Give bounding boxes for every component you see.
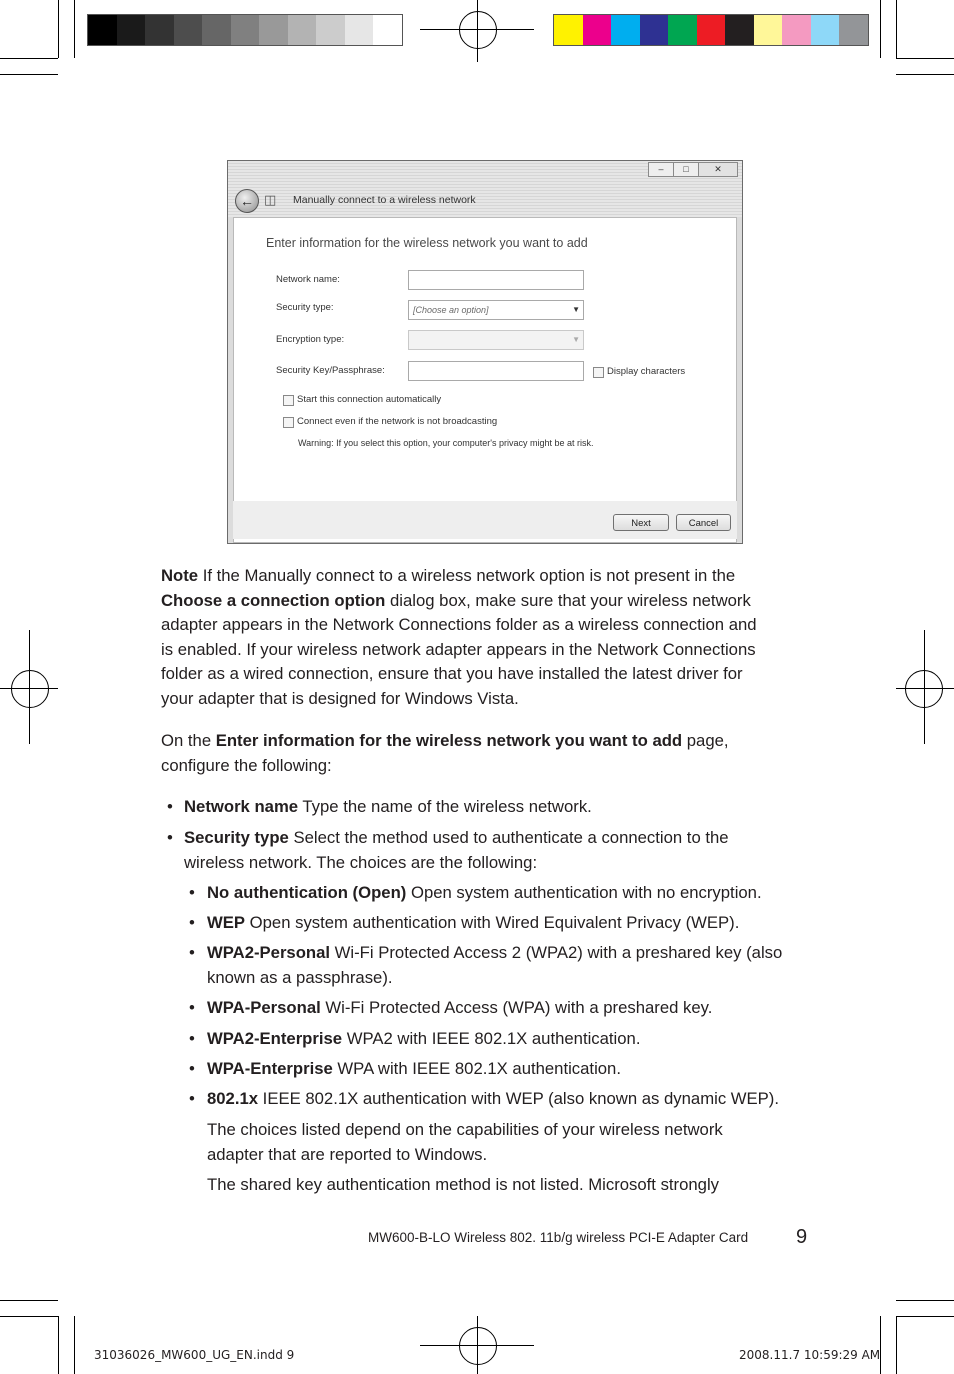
process-color-bar bbox=[553, 14, 869, 46]
list-item-text: wireless network. The choices are the following: bbox=[184, 852, 538, 872]
crop-mark bbox=[896, 1300, 954, 1301]
list-item-wpa2-personal bbox=[207, 941, 782, 990]
crop-mark bbox=[0, 74, 58, 75]
paragraph-line: adapter that are reported to Windows. bbox=[207, 1144, 488, 1164]
crop-mark bbox=[58, 0, 59, 58]
close-icon[interactable]: ✕ bbox=[698, 162, 738, 177]
crop-mark bbox=[896, 58, 954, 59]
back-arrow-icon[interactable]: ← bbox=[235, 189, 259, 213]
display-characters-checkbox[interactable] bbox=[593, 367, 604, 378]
cancel-button[interactable]: Cancel bbox=[676, 514, 731, 531]
note-line bbox=[161, 589, 821, 614]
color-swatch bbox=[145, 15, 174, 45]
intro-bold: Enter information for the wireless network you want to add bbox=[215, 731, 683, 750]
note-line bbox=[161, 564, 821, 589]
crop-mark bbox=[74, 1316, 75, 1374]
color-swatch bbox=[345, 15, 374, 45]
color-swatch bbox=[583, 15, 612, 45]
network-name-input[interactable] bbox=[408, 270, 584, 290]
bullet-icon: • bbox=[167, 828, 173, 847]
color-swatch bbox=[611, 15, 640, 45]
page-footer-product: MW600-B-LO Wireless 802. 11b/g wireless PCI-E Adapter Card bbox=[368, 1230, 749, 1245]
registration-line bbox=[29, 630, 30, 744]
list-item-text: Select the method used to authenticate a connection to the bbox=[288, 828, 729, 847]
color-swatch bbox=[288, 15, 317, 45]
note-line: is enabled. If your wireless network adapter appears in the Network Connections bbox=[161, 639, 756, 659]
color-swatch bbox=[373, 15, 402, 45]
note-line: your adapter that is designed for Windows Vista. bbox=[161, 688, 519, 708]
slug-timestamp: 2008.11.7 10:59:29 AM bbox=[739, 1348, 881, 1362]
connect-hidden-label: Connect even if the network is not broadcasting bbox=[297, 416, 498, 427]
crop-mark bbox=[74, 0, 75, 58]
intro-text: On the bbox=[161, 731, 216, 750]
bullet-icon: • bbox=[167, 797, 173, 816]
bullet-icon: • bbox=[189, 1029, 195, 1048]
crop-mark bbox=[0, 1316, 58, 1317]
list-item-bold: WPA2-Personal bbox=[207, 943, 331, 962]
dialog-content-pane bbox=[233, 217, 737, 543]
crop-mark bbox=[880, 1316, 881, 1374]
encryption-type-select[interactable] bbox=[408, 330, 584, 350]
registration-line bbox=[477, 0, 478, 62]
bullet-icon: • bbox=[189, 1089, 195, 1108]
window-controls bbox=[649, 162, 738, 177]
maximize-icon[interactable]: □ bbox=[673, 162, 699, 177]
list-item-text: Wi-Fi Protected Access (WPA) with a preshared key. bbox=[320, 998, 713, 1017]
color-swatch bbox=[88, 15, 117, 45]
wireless-network-icon: ◫ bbox=[264, 192, 277, 207]
color-swatch bbox=[117, 15, 146, 45]
note-text: dialog box, make sure that your wireless network bbox=[385, 590, 751, 610]
bullet-icon: • bbox=[189, 943, 195, 962]
crop-mark bbox=[896, 1316, 897, 1374]
list-item-text: WPA with IEEE 802.1X authentication. bbox=[332, 1059, 621, 1078]
grayscale-color-bar bbox=[87, 14, 403, 46]
privacy-warning: Warning: If you select this option, your computer's privacy might be at risk. bbox=[298, 438, 594, 448]
page-number: 9 bbox=[796, 1226, 808, 1248]
slug-filename: 31036026_MW600_UG_EN.indd 9 bbox=[94, 1348, 295, 1362]
registration-mark bbox=[11, 670, 49, 708]
color-swatch bbox=[668, 15, 697, 45]
security-key-label: Security Key/Passphrase: bbox=[276, 365, 385, 376]
security-key-input[interactable] bbox=[408, 361, 584, 381]
intro-text: page, bbox=[682, 731, 729, 750]
bullet-icon: • bbox=[189, 1059, 195, 1078]
list-item-bold: Network name bbox=[184, 797, 299, 816]
bullet-icon: • bbox=[189, 913, 195, 932]
list-item-text: Open system authentication with no encryption. bbox=[406, 883, 762, 902]
note-line: adapter appears in the Network Connections folder as a wireless connection and bbox=[161, 615, 757, 634]
list-item-text: IEEE 802.1X authentication with WEP (also known as dynamic WEP). bbox=[258, 1089, 780, 1108]
crop-mark bbox=[880, 0, 881, 58]
list-item-bold: WPA2-Enterprise bbox=[207, 1029, 343, 1048]
paragraph-line: The choices listed depend on the capabilities of your wireless network bbox=[207, 1120, 723, 1139]
list-item-network-name bbox=[184, 795, 592, 820]
registration-line bbox=[924, 630, 925, 744]
dropdown-arrow-icon: ▼ bbox=[572, 305, 580, 314]
paragraph-line: The shared key authentication method is not listed. Microsoft strongly bbox=[207, 1175, 720, 1194]
intro-line: configure the following: bbox=[161, 755, 332, 775]
registration-line bbox=[896, 688, 954, 689]
list-item-wpa-personal bbox=[207, 996, 712, 1021]
list-item-bold: 802.1x bbox=[207, 1089, 259, 1108]
start-automatically-checkbox[interactable] bbox=[283, 395, 294, 406]
list-item-wpa2-enterprise bbox=[207, 1027, 640, 1052]
list-item-bold: WPA-Enterprise bbox=[207, 1059, 333, 1078]
security-type-select[interactable] bbox=[408, 300, 584, 320]
color-swatch bbox=[811, 15, 840, 45]
list-item-text: WPA2 with IEEE 802.1X authentication. bbox=[342, 1029, 641, 1048]
color-swatch bbox=[259, 15, 288, 45]
list-item-bold: Security type bbox=[184, 828, 289, 847]
list-item-bold: WPA-Personal bbox=[207, 998, 321, 1017]
color-swatch bbox=[231, 15, 260, 45]
color-swatch bbox=[697, 15, 726, 45]
list-item-text: Wi-Fi Protected Access 2 (WPA2) with a preshared key (also bbox=[330, 943, 783, 962]
note-line: folder as a wired connection, ensure that you have installed the latest driver for bbox=[161, 664, 743, 683]
list-item-text: Open system authentication with Wired Equivalent Privacy (WEP). bbox=[245, 913, 740, 932]
color-swatch bbox=[554, 15, 583, 45]
registration-mark bbox=[459, 1327, 497, 1365]
note-lead: Note bbox=[161, 566, 199, 585]
crop-mark bbox=[58, 1316, 59, 1374]
list-item-bold: No authentication (Open) bbox=[207, 883, 407, 902]
next-button[interactable]: Next bbox=[613, 514, 669, 531]
color-swatch bbox=[839, 15, 868, 45]
choices-paragraph bbox=[207, 1118, 723, 1167]
registration-line bbox=[477, 1316, 478, 1374]
note-text: If the Manually connect to a wireless network option is not present in the bbox=[198, 566, 736, 585]
note-bold: Choose a connection option bbox=[161, 590, 386, 610]
color-swatch bbox=[725, 15, 754, 45]
security-type-value: [Choose an option] bbox=[413, 305, 489, 315]
crop-mark bbox=[0, 58, 58, 59]
list-item-text: known as a passphrase). bbox=[207, 967, 393, 987]
color-swatch bbox=[640, 15, 669, 45]
list-item-open bbox=[207, 881, 762, 906]
registration-mark bbox=[459, 11, 497, 49]
dialog-title: Manually connect to a wireless network bbox=[293, 194, 476, 206]
dialog-heading: Enter information for the wireless network you want to add bbox=[266, 236, 588, 250]
crop-mark bbox=[0, 1300, 58, 1301]
color-swatch bbox=[202, 15, 231, 45]
bullet-icon: • bbox=[189, 998, 195, 1017]
crop-mark bbox=[896, 1316, 954, 1317]
color-swatch bbox=[316, 15, 345, 45]
color-swatch bbox=[174, 15, 203, 45]
color-swatch bbox=[782, 15, 811, 45]
list-item-wep bbox=[207, 911, 739, 936]
security-type-label: Security type: bbox=[276, 302, 334, 313]
crop-mark bbox=[896, 74, 954, 75]
bullet-icon: • bbox=[189, 883, 195, 902]
list-item-8021x bbox=[207, 1087, 779, 1112]
list-item-security-type bbox=[184, 826, 729, 875]
dropdown-arrow-icon: ▼ bbox=[572, 335, 580, 344]
connect-hidden-checkbox[interactable] bbox=[283, 417, 294, 428]
note-paragraph bbox=[161, 564, 821, 711]
shared-key-paragraph bbox=[207, 1173, 719, 1198]
list-item-text: Type the name of the wireless network. bbox=[298, 797, 592, 816]
encryption-type-label: Encryption type: bbox=[276, 334, 345, 345]
start-automatically-label: Start this connection automatically bbox=[297, 394, 442, 405]
wireless-dialog-screenshot bbox=[227, 160, 743, 544]
list-item-bold: WEP bbox=[207, 913, 246, 932]
network-name-label: Network name: bbox=[276, 274, 340, 285]
intro-paragraph bbox=[161, 729, 821, 778]
display-characters-label: Display characters bbox=[607, 366, 686, 377]
minimize-icon[interactable]: – bbox=[648, 162, 674, 177]
crop-mark bbox=[896, 0, 897, 58]
color-swatch bbox=[754, 15, 783, 45]
intro-line bbox=[161, 729, 821, 754]
list-item-wpa-enterprise bbox=[207, 1057, 621, 1082]
